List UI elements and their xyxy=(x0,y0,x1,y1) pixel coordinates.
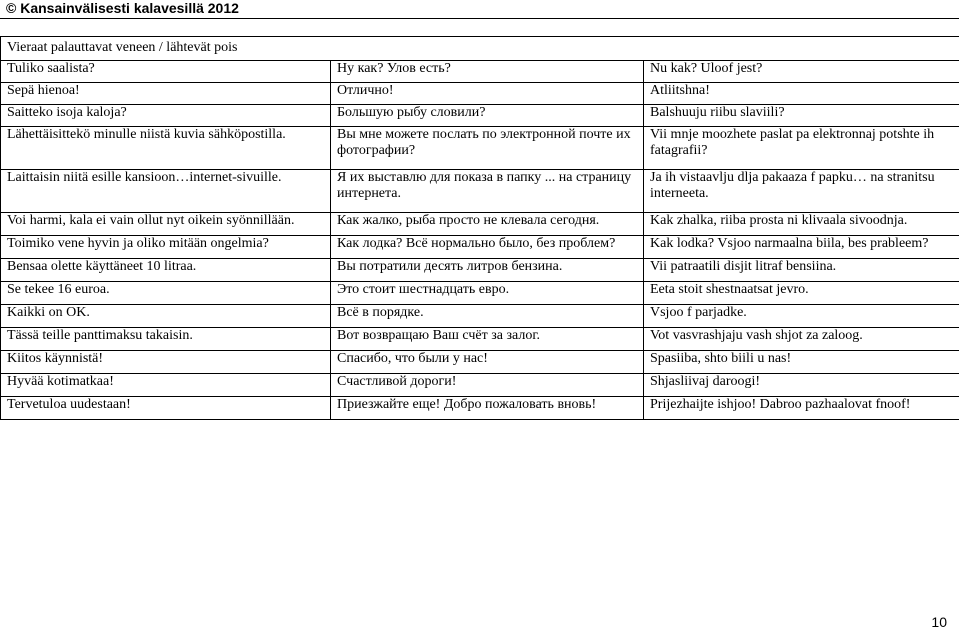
finnish-cell: Lähettäisittekö minulle niistä kuvia sähköpostilla. xyxy=(1,127,331,170)
transliteration-cell: Spasiiba, shto biili u nas! xyxy=(644,351,959,374)
finnish-cell: Toimiko vene hyvin ja oliko mitään ongelmia? xyxy=(1,236,331,259)
document-header: © Kansainvälisesti kalavesillä 2012 xyxy=(6,0,239,16)
finnish-cell: Kiitos käynnistä! xyxy=(1,351,331,374)
russian-cell: Приезжайте еще! Добро пожаловать вновь! xyxy=(331,397,644,420)
transliteration-cell: Vot vasvrashjaju vash shjot za zaloog. xyxy=(644,328,959,351)
russian-cell: Ну как? Улов есть? xyxy=(331,61,644,83)
table-row xyxy=(1,305,959,328)
russian-cell: Как лодка? Всё нормально было, без проблем? xyxy=(331,236,644,259)
russian-cell: Как жалко, рыба просто не клевала сегодня. xyxy=(331,213,644,236)
table-row xyxy=(1,61,959,83)
russian-cell: Я их выставлю для показа в папку ... на страницу интернета. xyxy=(331,170,644,213)
transliteration-cell: Balshuuju riibu slaviili? xyxy=(644,105,959,127)
transliteration-cell: Prijezhaijte ishjoo! Dabroo pazhaalovat fnoof! xyxy=(644,397,959,420)
transliteration-cell: Vsjoo f parjadke. xyxy=(644,305,959,328)
table-title-row xyxy=(1,37,959,61)
finnish-cell: Laittaisin niitä esille kansioon…internet-sivuille. xyxy=(1,170,331,213)
transliteration-cell: Shjasliivaj daroogi! xyxy=(644,374,959,397)
finnish-cell: Kaikki on OK. xyxy=(1,305,331,328)
finnish-cell: Hyvää kotimatkaa! xyxy=(1,374,331,397)
finnish-cell: Bensaa olette käyttäneet 10 litraa. xyxy=(1,259,331,282)
table-row xyxy=(1,105,959,127)
russian-cell: Спасибо, что были у нас! xyxy=(331,351,644,374)
table-row xyxy=(1,351,959,374)
russian-cell: Это стоит шестнадцать евро. xyxy=(331,282,644,305)
table-row xyxy=(1,374,959,397)
header-divider xyxy=(0,18,959,19)
table-row xyxy=(1,282,959,305)
transliteration-cell: Eeta stoit shestnaatsat jevro. xyxy=(644,282,959,305)
transliteration-cell: Atliitshna! xyxy=(644,83,959,105)
table-row xyxy=(1,328,959,351)
table-row xyxy=(1,236,959,259)
transliteration-cell: Ja ih vistaavlju dlja pakaaza f papku… na stranitsu interneeta. xyxy=(644,170,959,213)
finnish-cell: Saitteko isoja kaloja? xyxy=(1,105,331,127)
transliteration-cell: Nu kak? Uloof jest? xyxy=(644,61,959,83)
page-number: 10 xyxy=(931,614,947,630)
transliteration-cell: Kak zhalka, riiba prosta ni klivaala sivoodnja. xyxy=(644,213,959,236)
phrase-table xyxy=(0,36,959,420)
finnish-cell: Tässä teille panttimaksu takaisin. xyxy=(1,328,331,351)
finnish-cell: Sepä hienoa! xyxy=(1,83,331,105)
transliteration-cell: Kak lodka? Vsjoo narmaalna biila, bes prableem? xyxy=(644,236,959,259)
table-row xyxy=(1,83,959,105)
russian-cell: Большую рыбу словили? xyxy=(331,105,644,127)
table-row xyxy=(1,213,959,236)
table-row xyxy=(1,259,959,282)
table-row xyxy=(1,127,959,170)
russian-cell: Вы потратили десять литров бензина. xyxy=(331,259,644,282)
russian-cell: Счастливой дороги! xyxy=(331,374,644,397)
finnish-cell: Se tekee 16 euroa. xyxy=(1,282,331,305)
finnish-cell: Voi harmi, kala ei vain ollut nyt oikein syönnillään. xyxy=(1,213,331,236)
russian-cell: Вы мне можете послать по электронной почте их фотографии? xyxy=(331,127,644,170)
transliteration-cell: Vii mnje moozhete paslat pa elektronnaj potshte ih fatagrafii? xyxy=(644,127,959,170)
table-row xyxy=(1,397,959,420)
finnish-cell: Tervetuloa uudestaan! xyxy=(1,397,331,420)
russian-cell: Всё в порядке. xyxy=(331,305,644,328)
transliteration-cell: Vii patraatili disjit litraf bensiina. xyxy=(644,259,959,282)
russian-cell: Вот возвращаю Ваш счёт за залог. xyxy=(331,328,644,351)
finnish-cell: Tuliko saalista? xyxy=(1,61,331,83)
russian-cell: Отлично! xyxy=(331,83,644,105)
section-title: Vieraat palauttavat veneen / lähtevät pois xyxy=(1,37,959,61)
table-row xyxy=(1,170,959,213)
